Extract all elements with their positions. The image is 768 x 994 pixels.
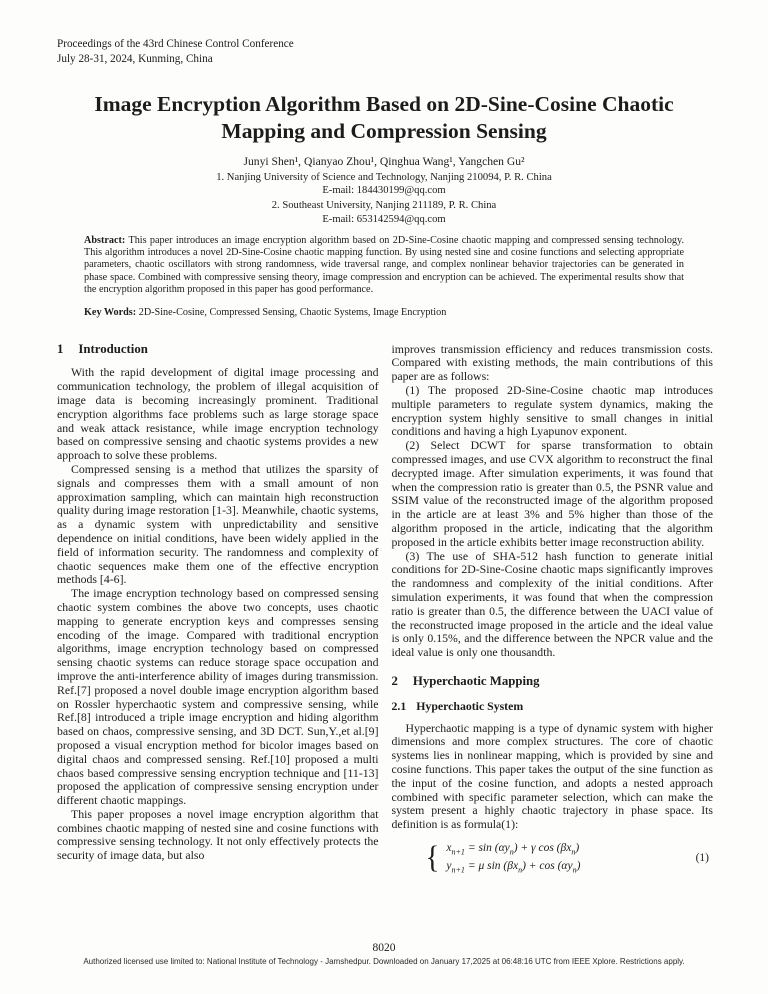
equation-brace: { — [425, 840, 440, 876]
conference-date-location: July 28-31, 2024, Kunming, China — [57, 52, 213, 65]
section-2-1-number: 2.1 — [391, 698, 407, 713]
section-2-1-heading — [392, 700, 714, 714]
equation-1 — [426, 841, 714, 878]
intro-paragraph-2: Compressed sensing is a method that utilizes the sparsity of signals and compresses them with a small amount of non approximation sampling, which can maintain high reconstruction quality during image restoration [1-3]. Meanwhile, chaotic systems, as a dynamic system with unpredictability and sensitive dependence on initial conditions, have been widely applied in the field of information security. The randomness and complexity of chaotic sequences make them one of the effective encryption methods [4-6]. — [57, 461, 379, 587]
page-number: 8020 — [372, 942, 396, 954]
intro-paragraph-4-continued: improves transmission efficiency and reduces transmission costs. Compared with existing methods, the main contributions of this paper are as follows: — [391, 341, 713, 384]
right-column — [392, 343, 714, 878]
equation-lines — [446, 841, 580, 878]
hyperchaotic-system-paragraph: Hyperchaotic mapping is a type of dynamic system with higher dimensions and more complex structures. The core of chaotic systems lies in nonlinear mapping, which is provided by sine and cosine functions. This paper takes the output of the sine function as the input of the cosine function, and adopts a nested approach combined with specific parameter selection, which can make the system present a highly chaotic trajectory in phase space. Its definition is as formula(1): — [391, 720, 713, 832]
section-1-heading — [57, 343, 379, 357]
intro-paragraph-1: With the rapid development of digital image processing and communication technology, the problem of illegal acquisition of image data is becoming increasingly prominent. Traditional encryption algorithms face problems such as large storage space and weak attack resistance, while image encryption technology based on compressive sensing and chaotic systems provides a new approach to solve these problems. — [57, 365, 379, 463]
body-columns — [57, 343, 713, 878]
left-column — [57, 343, 379, 878]
contribution-1: (1) The proposed 2D-Sine-Cosine chaotic map introduces multiple parameters to regulate system dynamics, making the encryption system highly sensitive to small changes in initial conditions and having a high Lyapunov exponent. — [391, 382, 713, 439]
abstract-text: This paper introduces an image encryption algorithm based on 2D-Sine-Cosine chaotic mapping and compressed sensing technology. This algorithm introduces a novel 2D-Sine-Cosine chaotic mapping function. By using nested sine and cosine functions and selecting appropriate parameters, chaotic oscillators with strong randomness, wide traversal range, and complex nonlinear behavior trajectories can be generated in phase space. Combined with compressive sensing theory, image compression and encryption can be achieved. The experimental results show that the encryption algorithm proposed in this paper has good performance. — [84, 234, 684, 295]
contribution-2: (2) Select DCWT for sparse transformation to obtain compressed images, and use CVX algorithm to reconstruct the final decrypted image. After simulation experiments, it was found that when the compression ratio is greater than 0.5, the PSNR value and SSIM value of the reconstructed image of the algorithm proposed in the article are at least 3% and 5% higher than those of the algorithm proposed in the article, indicating that the algorithm proposed in the article exhibits better image reconstruction ability. — [391, 438, 713, 549]
keywords — [84, 307, 684, 319]
affiliations — [0, 171, 768, 226]
intro-paragraph-4: This paper proposes a novel image encryption algorithm that combines chaotic mapping of nested sine and cosine functions with compressive sensing technology. It not only effectively protects the security of image data, but also — [57, 806, 379, 863]
section-1-number: 1 — [57, 341, 64, 356]
equation-line-2: $y_{n+1} = \mu$ $\sin (\beta x_n) + \cos (\alpha y_n)$ — [446, 860, 581, 875]
paper-title: Image Encryption Algorithm Based on 2D-Sine-Cosine Chaotic Mapping and Compression Sensing — [94, 92, 674, 143]
section-2-1-title: Hyperchaotic System — [416, 698, 524, 713]
section-1-title: Introduction — [78, 341, 148, 356]
equation-line-1: $x_{n+1} = \sin (\alpha y_n) + \gamma$ $\cos (\beta x_n)$ — [446, 841, 580, 857]
affiliation-1 — [0, 171, 768, 197]
license-notice: Authorized licensed use limited to: National Institute of Technology - Jamshedpur. Downloaded on January 17,2025 at 06:48:16 UTC from IEEE Xplore. Restrictions apply. — [83, 957, 685, 966]
intro-paragraph-3: The image encryption technology based on compressed sensing chaotic system combines the above two concepts, uses chaotic mapping to generate encryption keys and compresses sensing encoding of the image. Compared with traditional encryption algorithms, image encryption technology based on compressed sensing chaotic systems can reduce storage space occupation and improve the anti-interference ability of images during transmission. Ref.[7] proposed a novel double image encryption algorithm based on Rossler hyperchaotic system and compressive sensing, while Ref.[8] introduced a triple image encryption and hiding algorithm based on chaos, compressive sensing, and 3D DCT. Sun,Y.,et al.[9] proposed a visual encryption method for bicolor images based on digital chaos and compressed sensing. Ref.[10] proposed a multi chaos based compressive sensing encryption technique and [11-13] proposed the application of compressive sensing encryption under different chaotic mappings. — [57, 586, 379, 808]
section-2-number: 2 — [391, 673, 398, 688]
affiliation-2-email: E-mail: 653142594@qq.com — [322, 213, 446, 225]
affiliation-2 — [0, 199, 768, 225]
affiliation-2-line: 2. Southeast University, Nanjing 211189, P. R. China — [271, 200, 497, 212]
equation-number: (1) — [695, 852, 709, 865]
keywords-label: Key Words: — [84, 307, 137, 319]
affiliation-1-line: 1. Nanjing University of Science and Technology, Nanjing 210094, P. R. China — [216, 172, 552, 183]
contribution-3: (3) The use of SHA-512 hash function to generate initial conditions for 2D-Sine-Cosine chaotic maps significantly improves the randomness and complexity of the initial conditions. After simulation experiments, it was found that when the compression ratio is greater than 0.5, the difference between the UACI value of the reconstructed image proposed in the article and the ideal value is only 0.15%, and the difference between the NPCR value and the ideal value is only one thousandth. — [391, 548, 713, 660]
keywords-text: 2D-Sine-Cosine, Compressed Sensing, Chaotic Systems, Image Encryption — [138, 307, 447, 319]
authors-line: Junyi Shen¹, Qianyao Zhou¹, Qinghua Wang¹, Yangchen Gu² — [243, 155, 525, 168]
affiliation-1-email: E-mail: 184430199@qq.com — [322, 185, 446, 197]
abstract-label: Abstract: — [84, 234, 126, 246]
section-2-title: Hyperchaotic Mapping — [412, 673, 540, 688]
conference-name: Proceedings of the 43rd Chinese Control Conference — [57, 38, 294, 50]
abstract — [84, 235, 684, 296]
conference-header — [57, 37, 768, 66]
section-2-heading — [392, 675, 714, 689]
